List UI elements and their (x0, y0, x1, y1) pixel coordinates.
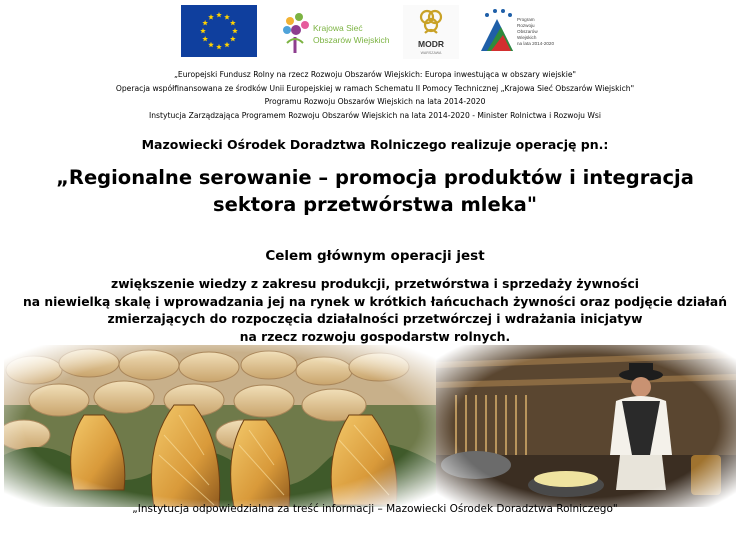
eu-flag-logo (181, 5, 257, 57)
tree-icon (283, 13, 309, 53)
prow-line-5: na lata 2014-2020 (517, 41, 555, 46)
funding-line-3: Programu Rozwoju Obszarów Wiejskich na lata 2014-2020 (264, 97, 486, 106)
funding-info (0, 68, 750, 122)
goal-line-3: zmierzających do rozpoczęcia działalności przetwórczej i wdrażania inicjatyw (107, 312, 643, 326)
title-line-1: „Regionalne serowanie – promocja produktów i integracja (56, 166, 694, 189)
prow-emblem-icon (481, 9, 513, 51)
funding-line-2: Operacja współfinansowana ze środków Unii Europejskiej w ramach Schematu II Pomocy Technicznej „Krajowa Sieć Obszarów Wiejskich" (115, 83, 635, 93)
funding-line-1: „Europejski Fundusz Rolny na rzecz Rozwoju Obszarów Wiejskich: Europa inwestująca w obszary wiejskie" (174, 70, 576, 79)
title-line-2: sektora przetwórstwa mleka" (213, 193, 537, 216)
funding-line-4: Instytucja Zarządzająca Programem Rozwoju Obszarów Wiejskich na lata 2014-2020 - Minister Rolnictwa i Rozwoju Wsi (149, 110, 601, 120)
prow-line-2: Rozwoju (517, 23, 535, 28)
logo-bar (0, 5, 750, 60)
goal-description (0, 276, 750, 346)
ksow-logo (281, 7, 401, 59)
highlander-photo (436, 345, 736, 507)
ksow-name-line2: Obszarów Wiejskich (313, 35, 390, 45)
goal-heading: Celem głównym operacji jest (265, 248, 485, 264)
modr-subname: WARSZAWA (420, 51, 442, 55)
ksow-name-line1: Krajowa Sieć (313, 23, 363, 33)
modr-name: MODR (418, 39, 444, 49)
goal-line-4: na rzecz rozwoju gospodarstw rolnych. (239, 329, 511, 344)
prow-line-3: Obszarów (517, 29, 538, 34)
cheese-photo (4, 345, 438, 507)
operation-title (0, 164, 750, 218)
responsible-institution: „Instytucja odpowiedzialna za treść informacji – Mazowiecki Ośrodek Doradztwa Rolniczego" (132, 503, 618, 515)
prow-line-1: Program (517, 17, 535, 22)
modr-logo (403, 5, 459, 59)
prow-logo (477, 5, 565, 59)
goal-line-1: zwiększenie wiedzy z zakresu produkcji, przetwórstwa i sprzedaży żywności (111, 277, 639, 291)
goal-line-2: na niewielką skalę i wprowadzania jej na rynek w krótkich łańcuchach żywności oraz podjęcie działań (23, 294, 727, 309)
organizer-line: Mazowiecki Ośrodek Doradztwa Rolniczego realizuje operację pn.: (141, 137, 609, 152)
prow-line-4: Wiejskich (517, 35, 537, 40)
